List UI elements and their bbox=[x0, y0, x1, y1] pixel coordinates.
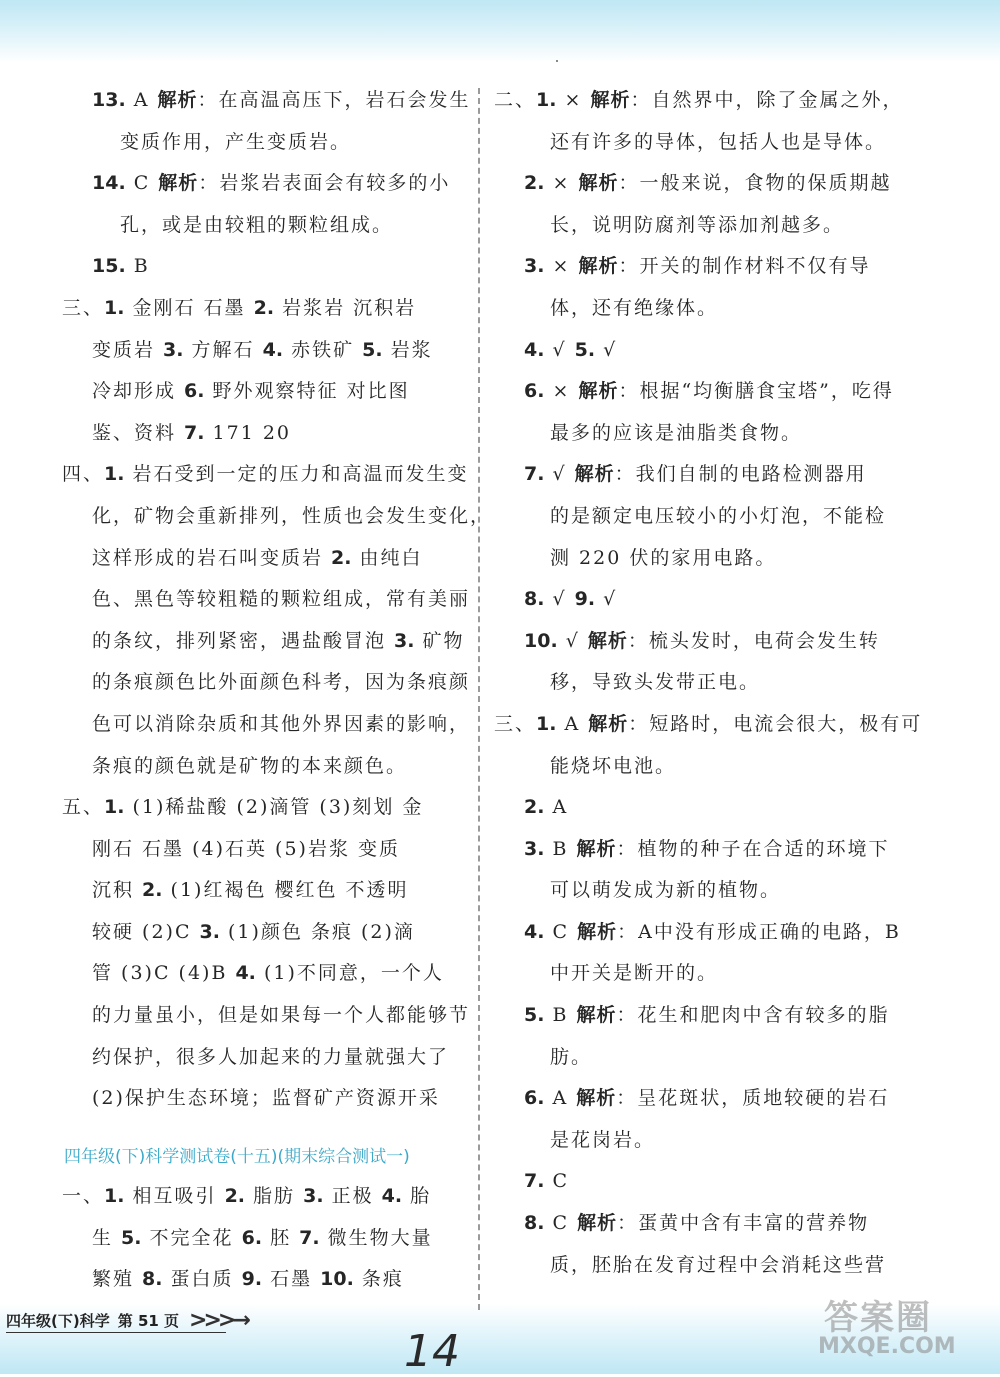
right-column bbox=[494, 80, 923, 1286]
answer-line: 测 220 伏的家用电路。 bbox=[550, 546, 777, 569]
answer-line: 的是额定电压较小的小灯泡，不能检 bbox=[550, 504, 887, 527]
answer-line: 三、1. 金刚石 石墨 2. 岩浆岩 沉积岩 bbox=[62, 296, 417, 319]
answer-line: 条痕的颜色就是矿物的本来颜色。 bbox=[92, 754, 408, 777]
column-divider bbox=[478, 88, 480, 1310]
answer-line: 的力量虽小，但是如果每一个人都能够节 bbox=[92, 1004, 471, 1027]
footer-subject-label: 四年级(下)科学 bbox=[6, 1311, 110, 1330]
answer-line: 孔，或是由较粗的颗粒组成。 bbox=[120, 213, 394, 236]
answer-line: 五、1. (1)稀盐酸 (2)滴管 (3)刻划 金 bbox=[62, 796, 424, 819]
answer-line: 8. √ 9. √ bbox=[524, 588, 618, 611]
answer-line: 这样形成的岩石叫变质岩 2. 由纯白 bbox=[92, 546, 423, 569]
watermark-url: MXQE.COM bbox=[818, 1334, 956, 1359]
answer-line: 能烧坏电池。 bbox=[550, 754, 677, 777]
answer-line: 体，还有绝缘体。 bbox=[550, 296, 719, 319]
watermark bbox=[818, 1290, 990, 1362]
answer-line: 6. A 解析：呈花斑状，质地较硬的岩石 bbox=[524, 1087, 890, 1110]
answer-line: 是花岗岩。 bbox=[550, 1128, 656, 1151]
watermark-logo: 答案圈 bbox=[824, 1298, 932, 1338]
answer-line: 肪。 bbox=[550, 1045, 593, 1068]
answer-line: 色可以消除杂质和其他外界因素的影响， bbox=[92, 712, 471, 735]
answer-line: 一、1. 相互吸引 2. 脂肪 3. 正极 4. 胎 bbox=[62, 1185, 432, 1207]
answer-line: 15. B bbox=[92, 255, 150, 278]
answer-line: 质，胚胎在发育过程中会消耗这些营 bbox=[550, 1253, 887, 1276]
answer-line: 7. √ 解析：我们自制的电路检测器用 bbox=[524, 463, 867, 486]
top-decoration-band bbox=[0, 0, 1000, 62]
footer-page-number: 第 51 页 bbox=[117, 1311, 180, 1330]
answer-line: 最多的应该是油脂类食物。 bbox=[550, 421, 803, 444]
handwritten-page-number: 14 bbox=[404, 1326, 460, 1377]
speck bbox=[556, 60, 558, 62]
answer-line: (2)保护生态环境；监督矿产资源开采 bbox=[92, 1087, 440, 1110]
answer-line: 沉积 2. (1)红褐色 樱红色 不透明 bbox=[92, 879, 409, 902]
answer-line: 6. × 解析：根据“均衡膳食宝塔”，吃得 bbox=[524, 380, 894, 403]
answer-line: 中开关是断开的。 bbox=[550, 962, 719, 985]
answer-line: 的条痕颜色比外面颜色科考，因为条痕颜 bbox=[92, 671, 471, 694]
answer-line: 可以萌发成为新的植物。 bbox=[550, 879, 782, 902]
answer-line: 繁殖 8. 蛋白质 9. 石墨 10. 条痕 bbox=[92, 1268, 404, 1291]
answer-line: 2. A bbox=[524, 796, 569, 819]
answer-line: 2. × 解析：一般来说，食物的保质期越 bbox=[524, 172, 892, 195]
answer-line: 3. × 解析：开关的制作材料不仅有导 bbox=[524, 255, 871, 278]
answer-line: 三、1. A 解析：短路时，电流会很大，极有可 bbox=[494, 712, 923, 735]
answer-line: 长，说明防腐剂等添加剂越多。 bbox=[550, 213, 845, 236]
answer-line: 7. C bbox=[524, 1170, 570, 1193]
answer-line: 的条纹，排列紧密，遇盐酸冒泡 3. 矿物 bbox=[92, 629, 465, 652]
answer-line: 鉴、资料 7. 171 20 bbox=[92, 421, 292, 444]
answer-line: 13. A 解析：在高温高压下，岩石会发生 bbox=[92, 89, 471, 111]
answer-line: 10. √ 解析：梳头发时，电荷会发生转 bbox=[524, 629, 880, 652]
answer-line: 约保护，很多人加起来的力量就强大了 bbox=[92, 1045, 450, 1068]
answer-line: 刚石 石墨 (4)石英 (5)岩浆 变质 bbox=[92, 837, 400, 860]
left-column bbox=[62, 80, 492, 1120]
answer-line: 冷却形成 6. 野外观察特征 对比图 bbox=[92, 380, 410, 403]
answer-line: 变质作用，产生变质岩。 bbox=[120, 130, 352, 153]
answer-line: 3. B 解析：植物的种子在合适的环境下 bbox=[524, 837, 890, 860]
answer-line: 5. B 解析：花生和肥肉中含有较多的脂 bbox=[524, 1004, 890, 1027]
arrow-icon: >>>→ bbox=[189, 1307, 247, 1333]
page-footer bbox=[6, 1306, 247, 1334]
footer-underline bbox=[6, 1332, 226, 1333]
answer-line: 还有许多的导体，包括人也是导体。 bbox=[550, 130, 887, 153]
answer-line: 移，导致头发带正电。 bbox=[550, 671, 761, 694]
answer-line: 较硬 (2)C 3. (1)颜色 条痕 (2)滴 bbox=[92, 920, 415, 943]
answer-line: 4. √ 5. √ bbox=[524, 338, 618, 361]
answer-line: 8. C 解析：蛋黄中含有丰富的营养物 bbox=[524, 1212, 870, 1235]
answer-line: 变质岩 3. 方解石 4. 赤铁矿 5. 岩浆 bbox=[92, 338, 433, 361]
answer-line: 色、黑色等较粗糙的颗粒组成，常有美丽 bbox=[92, 588, 471, 611]
answer-line: 4. C 解析：A中没有形成正确的电路，B bbox=[524, 920, 901, 943]
test-section-title: 四年级(下)科学测试卷(十五)(期末综合测试一) bbox=[64, 1147, 410, 1167]
answer-line: 二、1. × 解析：自然界中，除了金属之外， bbox=[494, 89, 904, 111]
answer-line: 14. C 解析：岩浆岩表面会有较多的小 bbox=[92, 172, 451, 195]
answer-line: 化，矿物会重新排列，性质也会发生变化， bbox=[92, 504, 492, 527]
answer-line: 四、1. 岩石受到一定的压力和高温而发生变 bbox=[62, 463, 469, 486]
answer-line: 生 5. 不完全花 6. 胚 7. 微生物大量 bbox=[92, 1226, 433, 1249]
test-answers-block bbox=[62, 1176, 464, 1301]
answer-line: 管 (3)C (4)B 4. (1)不同意，一个人 bbox=[92, 962, 444, 985]
